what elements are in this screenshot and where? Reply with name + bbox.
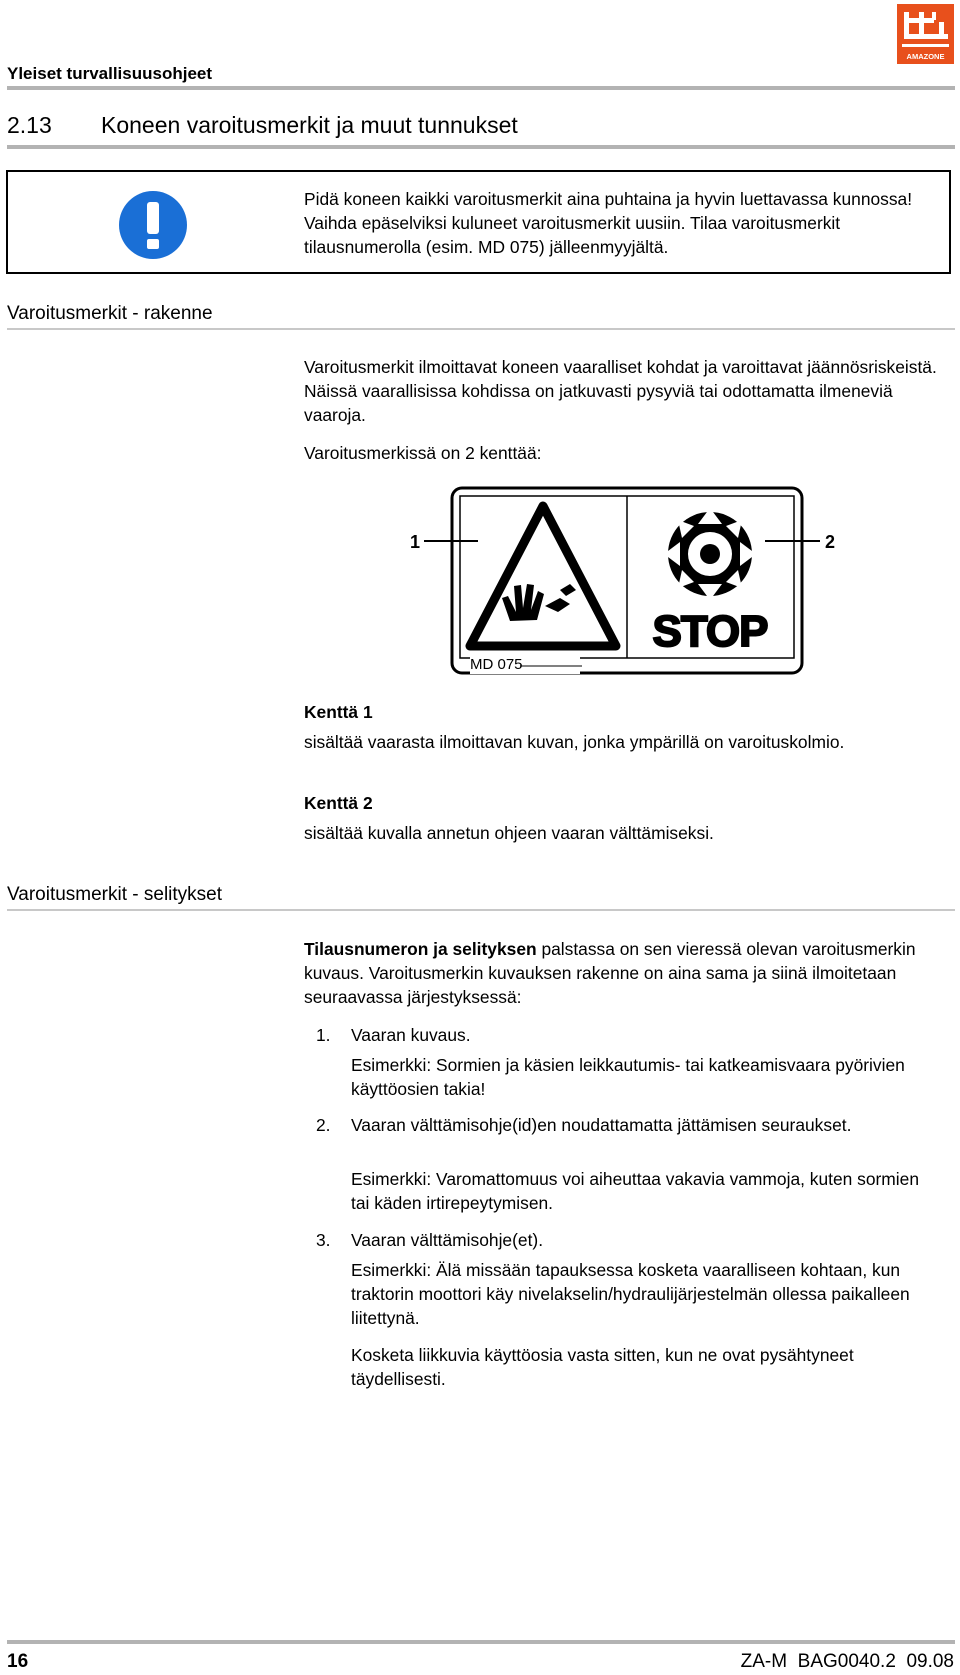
rakenne-rule <box>7 328 955 330</box>
list-item-2-title: Vaaran välttämisohje(id)en noudattamatta jättämisen seuraukset. <box>351 1115 852 1135</box>
list-item-1-example: Esimerkki: Sormien ja käsien leikkautumis- tai katkeamisvaara pyörivien käyttöosien takia! <box>351 1055 905 1099</box>
selitykset-intro-rest: palstassa on sen vieressä olevan varoitusmerkin kuvaus. Varoitusmerkin kuvauksen rakenne on aina sama ja siinä ilmoitetaan seuraavassa järjestyksessä: <box>304 939 916 1007</box>
footer-rule <box>7 1640 955 1644</box>
field-2-title: Kenttä 2 <box>304 793 373 813</box>
field-1-title: Kenttä 1 <box>304 702 373 722</box>
list-item-2-example: Esimerkki: Varomattomuus voi aiheuttaa vakavia vammoja, kuten sormien tai käden irtirepeytymisen. <box>351 1169 920 1213</box>
section-rule <box>7 145 955 149</box>
sign-label-2: 2 <box>825 532 836 552</box>
document-code: ZA-M BAG0040.2 09.08 <box>740 1651 954 1672</box>
sign-code: MD 075 <box>470 656 523 673</box>
notice-text: Pidä koneen kaikki varoitusmerkit aina puhtaina ja hyvin luettavassa kunnossa! Vaihda epäselviksi kuluneet varoitusmerkit uusiin. Tilaa varoitusmerkit tilausnumerolla (esim. MD 075) jälleenmyyjältä. <box>304 189 913 257</box>
field-2-text: sisältää kuvalla annetun ohjeen vaaran välttämiseksi. <box>304 823 714 843</box>
sign-label-1: 1 <box>410 532 421 552</box>
list-item-3-extra: Kosketa liikkuvia käyttöosia vasta sitten, kun ne ovat pysähtyneet täydellisesti. <box>351 1345 854 1389</box>
selitykset-rule <box>7 909 955 911</box>
rakenne-paragraph-1: Varoitusmerkit ilmoittavat koneen vaaralliset kohdat ja varoittavat jäännösriskeistä. Näissä vaarallisissa kohdissa on jatkuvasti pysyviä tai odottamatta ilmeneviä vaaroja. <box>304 357 937 425</box>
amazone-logo <box>897 4 954 64</box>
field-1-text: sisältää vaarasta ilmoittavan kuvan, jonka ympärillä on varoituskolmio. <box>304 732 845 752</box>
header-rule <box>7 86 955 90</box>
list-item-1-title: Vaaran kuvaus. <box>351 1025 471 1045</box>
section-heading-rakenne: Varoitusmerkit - rakenne <box>7 303 213 324</box>
warning-sign <box>410 486 850 676</box>
section-number: 2.13 <box>7 112 52 138</box>
section-heading-selitykset: Varoitusmerkit - selitykset <box>7 884 223 905</box>
list-number-3: 3. <box>316 1230 331 1250</box>
page-number: 16 <box>7 1651 29 1672</box>
stop-text: STOP <box>652 607 768 656</box>
list-item-3-title: Vaaran välttämisohje(et). <box>351 1230 544 1250</box>
header-title: Yleiset turvallisuusohjeet <box>7 64 213 83</box>
selitykset-intro-bold: Tilausnumeron ja selityksen <box>304 939 537 959</box>
list-number-2: 2. <box>316 1115 331 1135</box>
list-item-3-example: Esimerkki: Älä missään tapauksessa kosketa vaaralliseen kohtaan, kun traktorin moottori käy nivelakselin/hydraulijärjestelmän ollessa paikalleen liitettynä. <box>351 1260 910 1328</box>
logo-text: AMAZONE <box>906 52 945 61</box>
selitykset-intro <box>304 937 944 1009</box>
section-title: Koneen varoitusmerkit ja muut tunnukset <box>101 112 518 138</box>
rakenne-paragraph-2: Varoitusmerkissä on 2 kenttää: <box>304 443 542 463</box>
list-number-1: 1. <box>316 1025 331 1045</box>
exclamation-icon <box>118 190 188 260</box>
